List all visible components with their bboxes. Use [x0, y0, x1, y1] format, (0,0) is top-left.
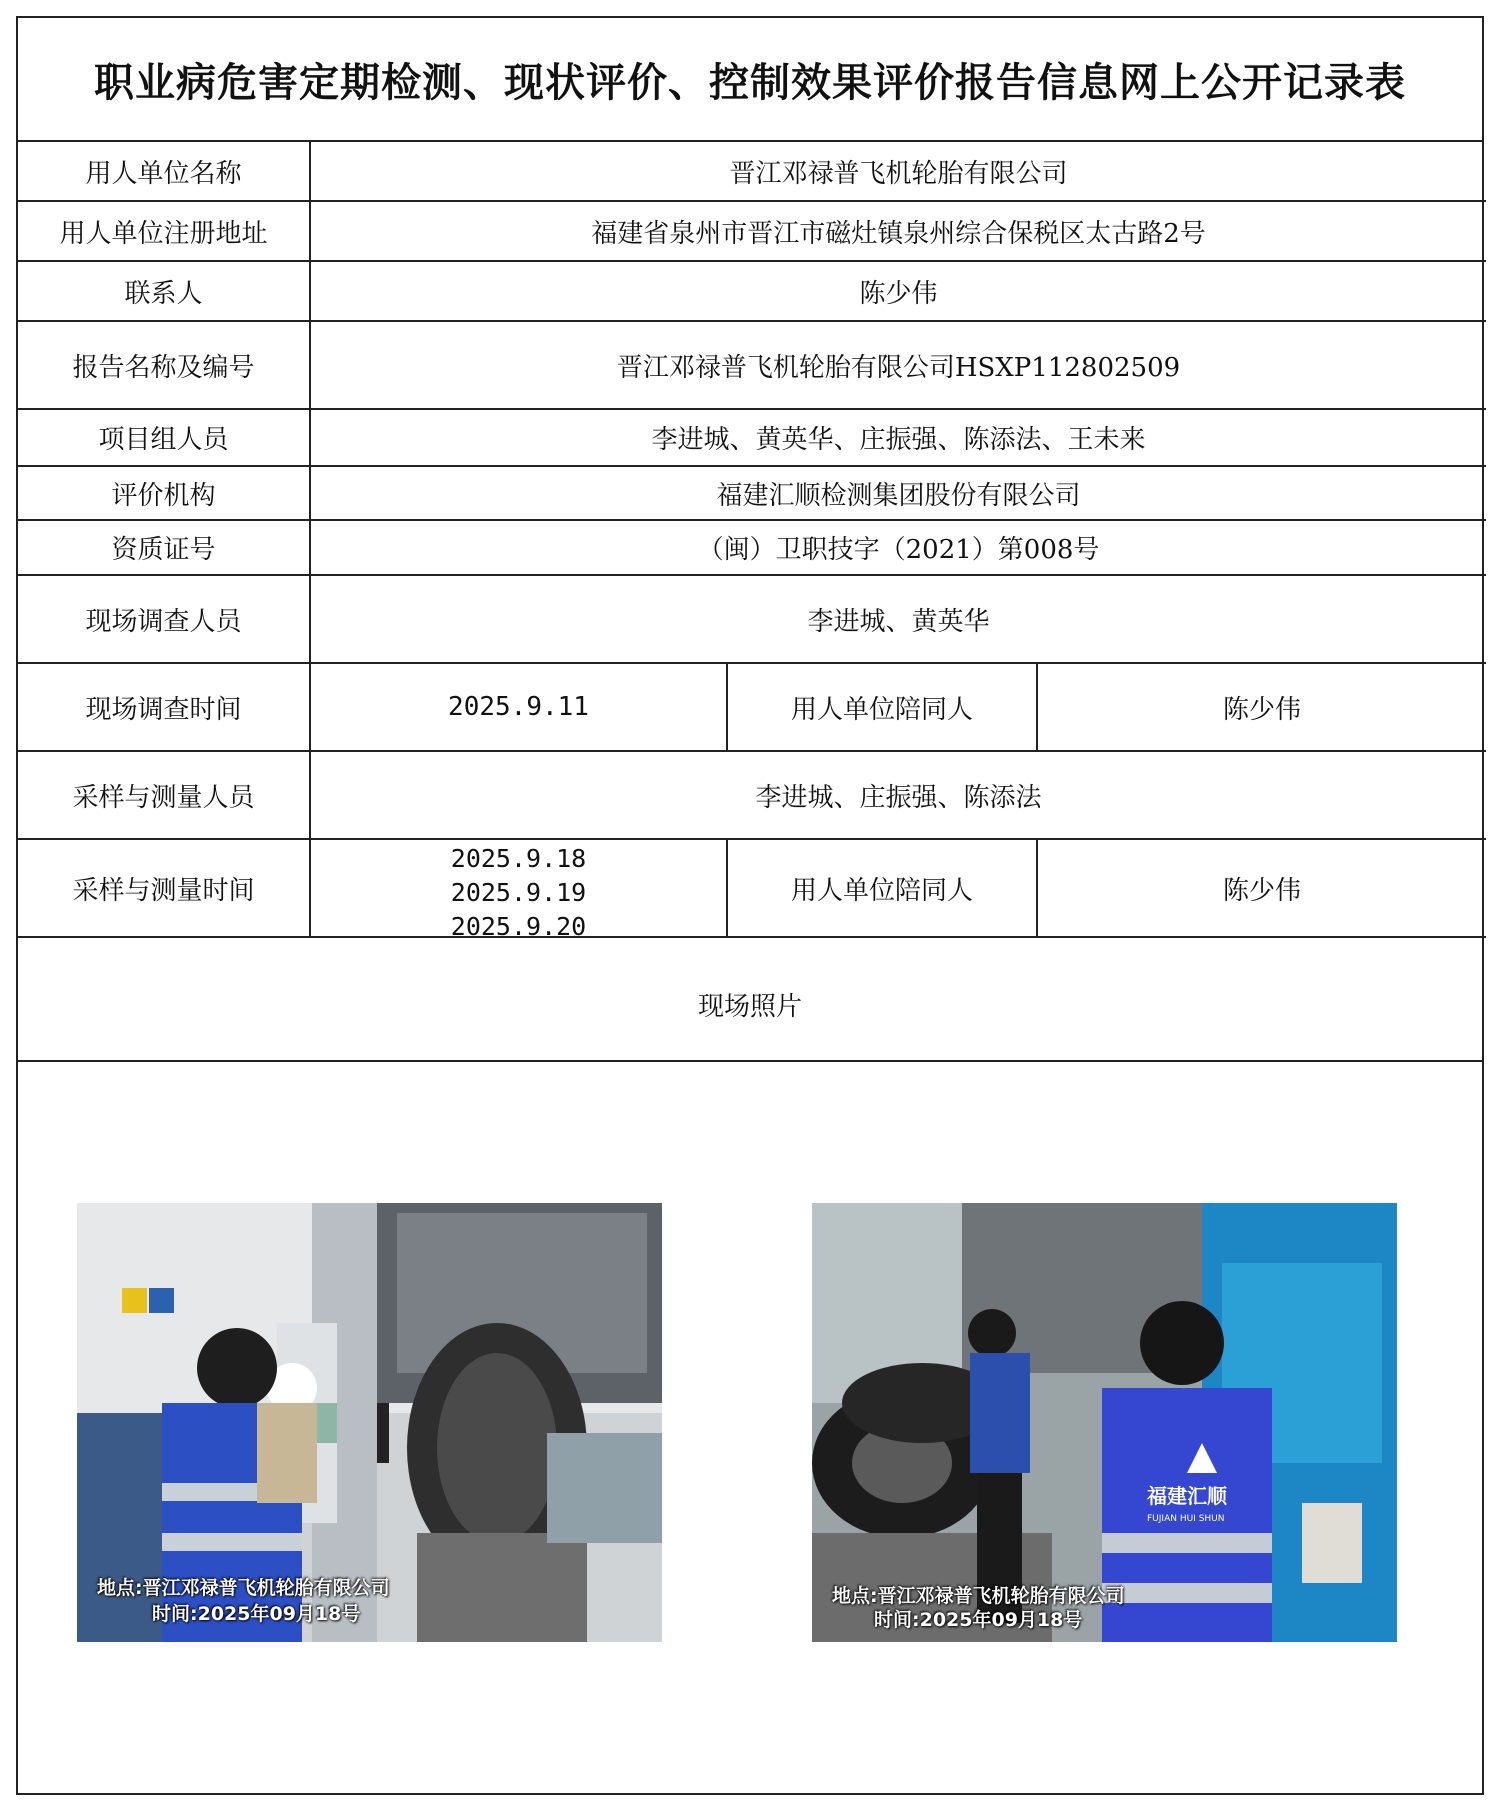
label-sampling-time: 采样与测量时间 — [18, 839, 310, 937]
row-sampling-staff — [18, 751, 1486, 839]
value-survey-companion: 陈少伟 — [1037, 663, 1486, 751]
label-team: 项目组人员 — [18, 409, 310, 466]
value-team: 李进城、黄英华、庄振强、陈添法、王未来 — [310, 409, 1486, 466]
label-employer-address: 用人单位注册地址 — [18, 201, 310, 261]
row-report — [18, 321, 1486, 409]
form-title: 职业病危害定期检测、现状评价、控制效果评价报告信息网上公开记录表 — [18, 18, 1482, 142]
label-agency: 评价机构 — [18, 466, 310, 520]
label-survey-companion: 用人单位陪同人 — [727, 663, 1037, 751]
right-photo-location: 地点:晋江邓禄普飞机轮胎有限公司 — [832, 1585, 1125, 1607]
row-team — [18, 409, 1486, 466]
label-report: 报告名称及编号 — [18, 321, 310, 409]
vest-logo-text-en: FUJIAN HUI SHUN — [1147, 1514, 1225, 1524]
info-table — [18, 142, 1486, 938]
record-form — [16, 16, 1484, 1795]
value-license: （闽）卫职技字（2021）第008号 — [310, 520, 1486, 575]
site-photo-left — [77, 1203, 662, 1642]
row-survey-staff — [18, 575, 1486, 663]
site-photo-right — [812, 1203, 1397, 1642]
label-survey-staff: 现场调查人员 — [18, 575, 310, 663]
photos-header: 现场照片 — [18, 949, 1482, 1062]
row-survey-time — [18, 663, 1486, 751]
label-employer-name: 用人单位名称 — [18, 142, 310, 201]
row-sampling-time — [18, 839, 1486, 937]
row-license — [18, 520, 1486, 575]
value-sampling-staff: 李进城、庄振强、陈添法 — [310, 751, 1486, 839]
right-photo-time: 时间:2025年09月18号 — [874, 1609, 1083, 1631]
value-report: 晋江邓禄普飞机轮胎有限公司HSXP112802509 — [310, 321, 1486, 409]
label-license: 资质证号 — [18, 520, 310, 575]
row-contact — [18, 261, 1486, 321]
row-employer-address — [18, 201, 1486, 261]
label-sampling-companion: 用人单位陪同人 — [727, 839, 1037, 937]
value-agency: 福建汇顺检测集团股份有限公司 — [310, 466, 1486, 520]
sampling-date-2: 2025.9.19 — [450, 878, 587, 907]
sampling-date-3: 2025.9.20 — [450, 912, 587, 936]
value-sampling-time — [310, 839, 727, 937]
value-contact: 陈少伟 — [310, 261, 1486, 321]
value-sampling-companion: 陈少伟 — [1037, 839, 1486, 937]
vest-logo-text: 福建汇顺 — [1147, 1484, 1227, 1508]
label-sampling-staff: 采样与测量人员 — [18, 751, 310, 839]
value-survey-staff: 李进城、黄英华 — [310, 575, 1486, 663]
sampling-date-1: 2025.9.18 — [450, 844, 587, 873]
left-photo-location: 地点:晋江邓禄普飞机轮胎有限公司 — [97, 1577, 390, 1599]
row-employer-name — [18, 142, 1486, 201]
row-agency — [18, 466, 1486, 520]
value-employer-name: 晋江邓禄普飞机轮胎有限公司 — [310, 142, 1486, 201]
label-contact: 联系人 — [18, 261, 310, 321]
label-survey-time: 现场调查时间 — [18, 663, 310, 751]
value-employer-address: 福建省泉州市晋江市磁灶镇泉州综合保税区太古路2号 — [310, 201, 1486, 261]
value-survey-time: 2025.9.11 — [310, 663, 727, 751]
left-photo-time: 时间:2025年09月18号 — [152, 1603, 361, 1625]
